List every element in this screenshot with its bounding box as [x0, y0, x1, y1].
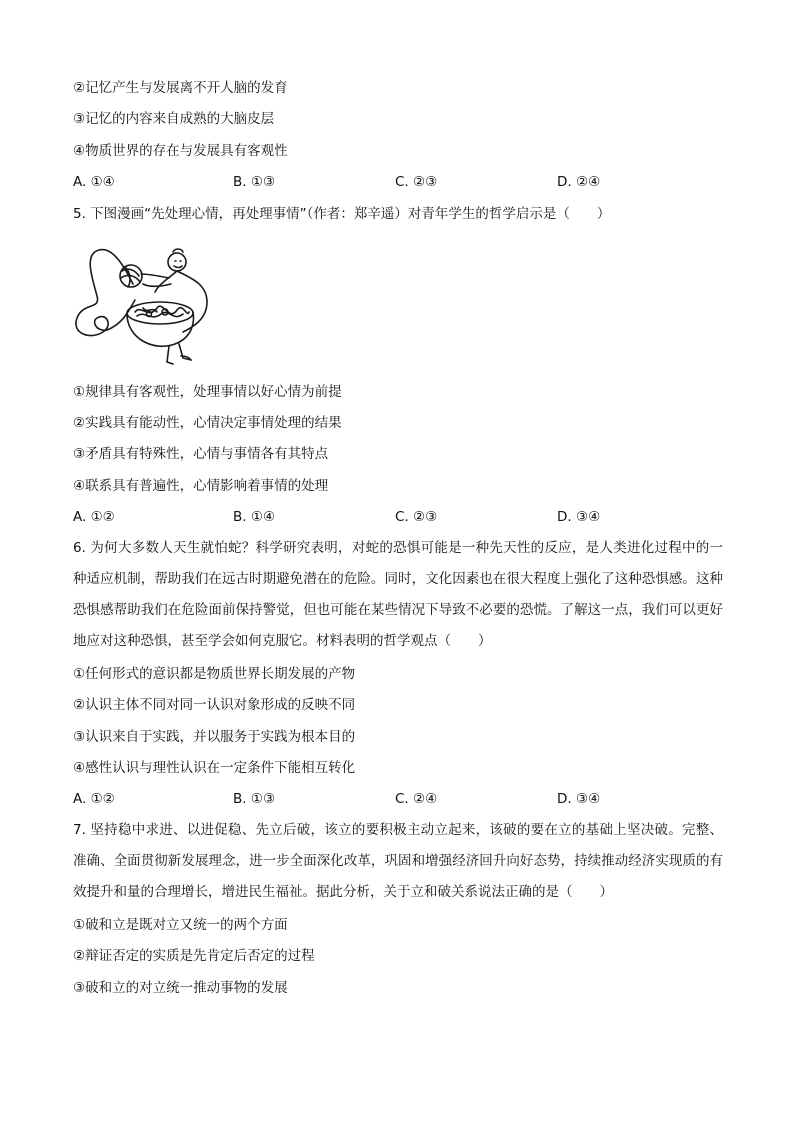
q4-option-c: C. ②③: [395, 174, 438, 190]
q7-stem: 7. 坚持稳中求进、以进促稳、先立后破，该立的要积极主动立起来，该破的要在立的基础上坚决破。完整、准确、全面贯彻新发展理念，进一步全面深化改革，巩固和增强经济回升向好态势，持续推动经济实现质的有效提升和量的合理增长，增进民生福祉。据此分析，关于立和破关系说法正确的是（ ）: [73, 822, 723, 900]
q5-option-d: D. ③④: [557, 509, 601, 525]
q4-statement-4: ④物质世界的存在与发展具有客观性: [73, 143, 288, 159]
q4-statement-2: ②记忆产生与发展离不开人脑的发育: [73, 80, 288, 96]
q4-option-d: D. ②④: [557, 174, 601, 190]
q5-stem: 5. 下图漫画“先处理心情，再处理事情”（作者：郑辛遥）对青年学生的哲学启示是（ ）: [73, 206, 611, 222]
q5-option-b: B. ①④: [233, 509, 276, 525]
q5-statement-3: ③矛盾具有特殊性，心情与事情各有其特点: [73, 446, 329, 462]
q5-option-c: C. ②③: [395, 509, 438, 525]
q6-stem: 6. 为何大多数人天生就怕蛇？科学研究表明，对蛇的恐惧可能是一种先天性的反应，是人类进化过程中的一种适应机制，帮助我们在远古时期避免潜在的危险。同时，文化因素也在很大程度上强化了这种恐惧感。这种恐惧感帮助我们在危险面前保持警觉，但也可能在某些情况下导致不必要的恐慌。了解这一点，我们可以更好地应对这种恐惧，甚至学会如何克服它。材料表明的哲学观点（ ）: [73, 540, 723, 649]
q6-statement-1: ①任何形式的意识都是物质世界长期发展的产物: [73, 666, 356, 682]
q4-option-b: B. ①③: [233, 174, 276, 190]
q5-option-a: A. ①②: [73, 509, 115, 525]
q6-option-b: B. ①③: [233, 791, 276, 807]
q5-statement-4: ④联系具有普遍性，心情影响着事情的处理: [73, 478, 329, 494]
q7-statement-2: ②辩证否定的实质是先肯定后否定的过程: [73, 948, 315, 964]
q5-statement-1: ①规律具有客观性，处理事情以好心情为前提: [73, 384, 342, 400]
q7-statement-3: ③破和立的对立统一推动事物的发展: [73, 980, 288, 996]
q6-option-d: D. ③④: [557, 791, 601, 807]
cartoon-illustration: [73, 240, 221, 368]
q7-statement-1: ①破和立是既对立又统一的两个方面: [73, 917, 288, 933]
q6-option-a: A. ①②: [73, 791, 115, 807]
q4-option-a: A. ①④: [73, 174, 115, 190]
q5-statement-2: ②实践具有能动性，心情决定事情处理的结果: [73, 415, 342, 431]
q6-option-c: C. ②④: [395, 791, 438, 807]
q4-statement-3: ③记忆的内容来自成熟的大脑皮层: [73, 111, 275, 127]
q6-statement-4: ④感性认识与理性认识在一定条件下能相互转化: [73, 760, 356, 776]
q6-statement-3: ③认识来自于实践，并以服务于实践为根本目的: [73, 729, 356, 745]
q6-statement-2: ②认识主体不同对同一认识对象形成的反映不同: [73, 697, 356, 713]
